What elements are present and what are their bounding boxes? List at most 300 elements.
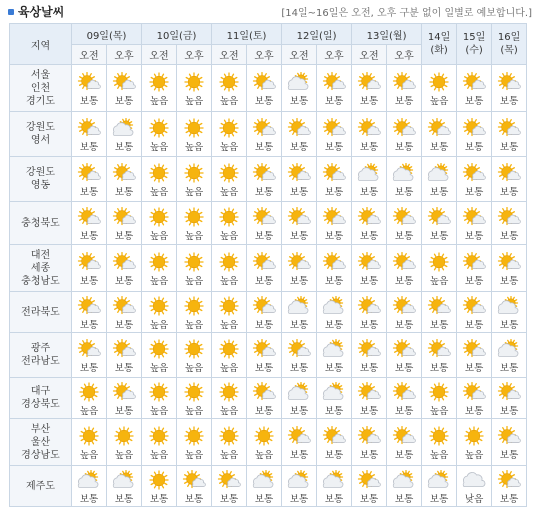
- forecast-cell: [422, 378, 457, 419]
- level-label: 보통: [324, 406, 344, 417]
- partly-cloudy-icon: [251, 118, 277, 138]
- mostly-cloudy-icon: [496, 339, 522, 359]
- level-label: 높음: [219, 187, 239, 198]
- forecast-cell: [457, 202, 492, 245]
- mostly-cloudy-icon: [111, 470, 137, 490]
- level-label: 보통: [114, 363, 134, 374]
- forecast-cell: [317, 112, 352, 157]
- partly-cloudy-icon: [321, 118, 347, 138]
- sunny-icon: [181, 72, 207, 92]
- forecast-cell: [282, 157, 317, 202]
- forecast-cell: [317, 378, 352, 419]
- forecast-cell: [317, 292, 352, 333]
- mostly-cloudy-icon: [391, 470, 417, 490]
- sunny-icon: [181, 382, 207, 402]
- level-label: 보통: [499, 494, 519, 505]
- forecast-cell: [352, 65, 387, 112]
- forecast-cell: [422, 245, 457, 292]
- sunny-icon: [426, 252, 452, 272]
- page-title-text: 육상날씨: [18, 5, 65, 19]
- forecast-cell: [107, 419, 142, 466]
- level-label: 보통: [464, 96, 484, 107]
- mostly-cloudy-icon: [391, 163, 417, 183]
- partly-cloudy-icon: [496, 426, 522, 446]
- forecast-cell: [142, 466, 177, 507]
- forecast-cell: [317, 419, 352, 466]
- partly-cloudy-icon: [461, 207, 487, 227]
- mostly-cloudy-icon: [76, 470, 102, 490]
- level-label: 높음: [219, 142, 239, 153]
- sunny-icon: [181, 118, 207, 138]
- level-label: 보통: [289, 187, 309, 198]
- partly-cloudy-icon: [251, 339, 277, 359]
- partly-cloudy-icon: [496, 252, 522, 272]
- partly-cloudy-icon: [426, 339, 452, 359]
- level-label: 보통: [254, 406, 274, 417]
- am-header: 오전: [212, 45, 247, 65]
- forecast-cell: [177, 378, 212, 419]
- level-label: 보통: [79, 276, 99, 287]
- sunny-icon: [216, 339, 242, 359]
- forecast-cell: [212, 333, 247, 378]
- pm-header: 오후: [247, 45, 282, 65]
- level-label: 보통: [114, 142, 134, 153]
- level-label: 보통: [254, 142, 274, 153]
- level-label: 보통: [464, 187, 484, 198]
- level-label: 보통: [289, 494, 309, 505]
- level-label: 보통: [254, 276, 274, 287]
- mostly-cloudy-icon: [356, 163, 382, 183]
- level-label: 보통: [359, 96, 379, 107]
- forecast-cell: [72, 292, 107, 333]
- pm-header: 오후: [177, 45, 212, 65]
- forecast-cell: [457, 157, 492, 202]
- forecast-cell: [422, 202, 457, 245]
- forecast-cell: [212, 419, 247, 466]
- level-label: 보통: [79, 142, 99, 153]
- forecast-cell: [107, 245, 142, 292]
- sunny-icon: [146, 296, 172, 316]
- level-label: 보통: [394, 276, 414, 287]
- level-label: 보통: [254, 363, 274, 374]
- forecast-cell: [352, 333, 387, 378]
- sunny-icon: [426, 382, 452, 402]
- partly-cloudy-icon: [286, 207, 312, 227]
- forecast-cell: [72, 419, 107, 466]
- sunny-icon: [216, 72, 242, 92]
- table-row: [10, 65, 527, 112]
- mostly-cloudy-icon: [286, 296, 312, 316]
- sunny-icon: [146, 72, 172, 92]
- forecast-cell: [422, 65, 457, 112]
- table-row: [10, 292, 527, 333]
- forecast-cell: [107, 378, 142, 419]
- forecast-cell: [212, 378, 247, 419]
- partly-cloudy-icon: [461, 163, 487, 183]
- level-label: 보통: [324, 142, 344, 153]
- partly-cloudy-icon: [321, 207, 347, 227]
- forecast-cell: [352, 466, 387, 507]
- forecast-cell: [492, 65, 527, 112]
- level-label: 높음: [184, 187, 204, 198]
- forecast-cell: [72, 202, 107, 245]
- level-label: 보통: [289, 320, 309, 331]
- forecast-cell: [457, 419, 492, 466]
- day-header: 15일 (수): [457, 24, 492, 65]
- partly-cloudy-icon: [356, 339, 382, 359]
- partly-cloudy-icon: [111, 252, 137, 272]
- sunny-icon: [146, 382, 172, 402]
- sunny-icon: [146, 470, 172, 490]
- day-header: 10일(금): [142, 24, 212, 45]
- forecast-cell: [457, 245, 492, 292]
- partly-cloudy-icon: [356, 207, 382, 227]
- level-label: 보통: [429, 142, 449, 153]
- mostly-cloudy-icon: [111, 118, 137, 138]
- forecast-cell: [177, 466, 212, 507]
- table-row: [10, 333, 527, 378]
- partly-cloudy-icon: [426, 296, 452, 316]
- region-column-header: 지역: [10, 24, 72, 65]
- partly-cloudy-icon: [111, 382, 137, 402]
- partly-cloudy-icon: [111, 339, 137, 359]
- table-row: [10, 157, 527, 202]
- level-label: 보통: [394, 96, 414, 107]
- forecast-cell: [317, 333, 352, 378]
- partly-cloudy-icon: [321, 426, 347, 446]
- partly-cloudy-icon: [251, 163, 277, 183]
- forecast-cell: [387, 157, 422, 202]
- forecast-cell: [387, 292, 422, 333]
- am-header: 오전: [352, 45, 387, 65]
- partly-cloudy-icon: [76, 296, 102, 316]
- level-label: 보통: [359, 494, 379, 505]
- level-label: 보통: [184, 494, 204, 505]
- level-label: 보통: [219, 494, 239, 505]
- mostly-cloudy-icon: [321, 470, 347, 490]
- mostly-cloudy-icon: [496, 296, 522, 316]
- partly-cloudy-icon: [461, 72, 487, 92]
- partly-cloudy-icon: [286, 426, 312, 446]
- bullet-icon: [8, 9, 14, 15]
- sunny-icon: [146, 163, 172, 183]
- sunny-icon: [146, 207, 172, 227]
- partly-cloudy-icon: [496, 72, 522, 92]
- forecast-cell: [212, 292, 247, 333]
- level-label: 높음: [429, 406, 449, 417]
- region-name: 전라북도: [10, 292, 72, 333]
- partly-cloudy-icon: [356, 470, 382, 490]
- partly-cloudy-icon: [286, 163, 312, 183]
- sunny-icon: [146, 339, 172, 359]
- level-label: 보통: [324, 494, 344, 505]
- forecast-cell: [352, 292, 387, 333]
- partly-cloudy-icon: [216, 470, 242, 490]
- level-label: 높음: [464, 450, 484, 461]
- level-label: 보통: [324, 187, 344, 198]
- forecast-cell: [422, 112, 457, 157]
- forecast-cell: [177, 202, 212, 245]
- forecast-cell: [107, 65, 142, 112]
- mostly-cloudy-icon: [286, 72, 312, 92]
- level-label: 보통: [254, 494, 274, 505]
- forecast-cell: [142, 378, 177, 419]
- sunny-icon: [426, 426, 452, 446]
- level-label: 보통: [359, 320, 379, 331]
- mostly-cloudy-icon: [321, 296, 347, 316]
- forecast-cell: [492, 419, 527, 466]
- level-label: 보통: [394, 494, 414, 505]
- level-label: 보통: [254, 187, 274, 198]
- forecast-cell: [142, 292, 177, 333]
- level-label: 보통: [149, 494, 169, 505]
- partly-cloudy-icon: [356, 118, 382, 138]
- partly-cloudy-icon: [461, 252, 487, 272]
- partly-cloudy-icon: [321, 72, 347, 92]
- mostly-cloudy-icon: [286, 470, 312, 490]
- forecast-cell: [352, 419, 387, 466]
- mostly-cloudy-icon: [426, 163, 452, 183]
- partly-cloudy-icon: [356, 382, 382, 402]
- level-label: 보통: [324, 363, 344, 374]
- level-label: 보통: [429, 363, 449, 374]
- forecast-cell: [177, 112, 212, 157]
- level-label: 높음: [184, 142, 204, 153]
- level-label: 보통: [254, 231, 274, 242]
- level-label: 보통: [324, 320, 344, 331]
- forecast-cell: [247, 112, 282, 157]
- level-label: 높음: [79, 406, 99, 417]
- forecast-cell: [177, 157, 212, 202]
- forecast-cell: [492, 292, 527, 333]
- region-name: 충청북도: [10, 202, 72, 245]
- partly-cloudy-icon: [461, 296, 487, 316]
- table-row: [10, 202, 527, 245]
- sunny-icon: [181, 339, 207, 359]
- level-label: 보통: [499, 320, 519, 331]
- forecast-note: [14일~16일은 오전, 오후 구분 없이 일별로 예보합니다.]: [281, 8, 532, 19]
- sunny-icon: [216, 252, 242, 272]
- table-row: [10, 466, 527, 507]
- partly-cloudy-icon: [251, 72, 277, 92]
- region-name: 광주 전라남도: [10, 333, 72, 378]
- forecast-cell: [177, 333, 212, 378]
- forecast-cell: [492, 466, 527, 507]
- forecast-cell: [142, 202, 177, 245]
- forecast-cell: [142, 245, 177, 292]
- region-name: 대전 세종 충청남도: [10, 245, 72, 292]
- forecast-cell: [457, 378, 492, 419]
- forecast-cell: [142, 157, 177, 202]
- level-label: 높음: [219, 406, 239, 417]
- forecast-cell: [72, 466, 107, 507]
- level-label: 높음: [184, 320, 204, 331]
- level-label: 보통: [499, 450, 519, 461]
- level-label: 낮음: [464, 494, 484, 505]
- level-label: 보통: [79, 187, 99, 198]
- forecast-cell: [492, 112, 527, 157]
- partly-cloudy-icon: [251, 296, 277, 316]
- forecast-cell: [352, 157, 387, 202]
- forecast-cell: [247, 65, 282, 112]
- level-label: 보통: [429, 494, 449, 505]
- sunny-icon: [146, 118, 172, 138]
- partly-cloudy-icon: [496, 163, 522, 183]
- level-label: 보통: [114, 187, 134, 198]
- partly-cloudy-icon: [391, 426, 417, 446]
- level-label: 높음: [184, 450, 204, 461]
- sunny-icon: [181, 207, 207, 227]
- forecast-cell: [247, 245, 282, 292]
- level-label: 높음: [149, 231, 169, 242]
- header-bar: [0, 0, 540, 22]
- partly-cloudy-icon: [426, 118, 452, 138]
- forecast-cell: [72, 245, 107, 292]
- forecast-cell: [352, 112, 387, 157]
- pm-header: 오후: [387, 45, 422, 65]
- level-label: 보통: [394, 231, 414, 242]
- level-label: 높음: [219, 363, 239, 374]
- am-header: 오전: [282, 45, 317, 65]
- level-label: 보통: [464, 320, 484, 331]
- forecast-cell: [282, 378, 317, 419]
- forecast-cell: [72, 157, 107, 202]
- forecast-cell: [282, 466, 317, 507]
- day-header: 12일(일): [282, 24, 352, 45]
- level-label: 보통: [289, 406, 309, 417]
- level-label: 높음: [149, 142, 169, 153]
- level-label: 보통: [429, 320, 449, 331]
- forecast-cell: [282, 202, 317, 245]
- forecast-cell: [457, 466, 492, 507]
- forecast-cell: [107, 333, 142, 378]
- partly-cloudy-icon: [76, 252, 102, 272]
- level-label: 보통: [324, 96, 344, 107]
- sunny-icon: [181, 426, 207, 446]
- forecast-cell: [317, 245, 352, 292]
- level-label: 높음: [184, 363, 204, 374]
- forecast-cell: [317, 157, 352, 202]
- level-label: 보통: [499, 363, 519, 374]
- forecast-cell: [247, 466, 282, 507]
- level-label: 보통: [254, 96, 274, 107]
- forecast-cell: [282, 112, 317, 157]
- level-label: 높음: [149, 276, 169, 287]
- forecast-cell: [457, 292, 492, 333]
- partly-cloudy-icon: [496, 118, 522, 138]
- partly-cloudy-icon: [391, 118, 417, 138]
- sunny-icon: [181, 252, 207, 272]
- forecast-cell: [387, 333, 422, 378]
- forecast-cell: [247, 202, 282, 245]
- forecast-cell: [317, 466, 352, 507]
- partly-cloudy-icon: [356, 252, 382, 272]
- forecast-cell: [107, 157, 142, 202]
- level-label: 보통: [499, 187, 519, 198]
- forecast-cell: [282, 65, 317, 112]
- table-row: [10, 419, 527, 466]
- level-label: 보통: [324, 231, 344, 242]
- region-name: 부산 울산 경상남도: [10, 419, 72, 466]
- partly-cloudy-icon: [251, 207, 277, 227]
- level-label: 높음: [219, 96, 239, 107]
- level-label: 보통: [289, 231, 309, 242]
- level-label: 높음: [79, 450, 99, 461]
- level-label: 높음: [429, 450, 449, 461]
- region-name: 대구 경상북도: [10, 378, 72, 419]
- day-header: 09일(목): [72, 24, 142, 45]
- partly-cloudy-icon: [461, 339, 487, 359]
- forecast-cell: [72, 378, 107, 419]
- partly-cloudy-icon: [426, 207, 452, 227]
- sunny-icon: [251, 426, 277, 446]
- level-label: 높음: [184, 276, 204, 287]
- sunny-icon: [216, 207, 242, 227]
- forecast-cell: [142, 112, 177, 157]
- level-label: 보통: [499, 276, 519, 287]
- partly-cloudy-icon: [391, 72, 417, 92]
- forecast-cell: [282, 333, 317, 378]
- level-label: 보통: [114, 494, 134, 505]
- region-name: 서울 인천 경기도: [10, 65, 72, 112]
- level-label: 보통: [499, 96, 519, 107]
- level-label: 보통: [114, 320, 134, 331]
- mostly-cloudy-icon: [321, 382, 347, 402]
- forecast-cell: [317, 202, 352, 245]
- level-label: 높음: [219, 276, 239, 287]
- level-label: 보통: [359, 231, 379, 242]
- level-label: 보통: [114, 406, 134, 417]
- table-row: [10, 112, 527, 157]
- level-label: 보통: [79, 320, 99, 331]
- sunny-icon: [181, 163, 207, 183]
- level-label: 보통: [394, 142, 414, 153]
- day-header: 16일 (목): [492, 24, 527, 65]
- forecast-cell: [492, 378, 527, 419]
- partly-cloudy-icon: [496, 207, 522, 227]
- level-label: 보통: [79, 363, 99, 374]
- level-label: 높음: [429, 276, 449, 287]
- forecast-cell: [247, 419, 282, 466]
- mostly-cloudy-icon: [286, 382, 312, 402]
- partly-cloudy-icon: [496, 470, 522, 490]
- forecast-cell: [212, 202, 247, 245]
- forecast-cell: [387, 65, 422, 112]
- forecast-cell: [282, 419, 317, 466]
- sunny-icon: [216, 426, 242, 446]
- forecast-cell: [457, 112, 492, 157]
- page-title: [8, 3, 64, 20]
- forecast-cell: [422, 466, 457, 507]
- partly-cloudy-icon: [356, 72, 382, 92]
- level-label: 높음: [184, 231, 204, 242]
- mostly-cloudy-icon: [251, 470, 277, 490]
- level-label: 높음: [149, 187, 169, 198]
- level-label: 보통: [464, 406, 484, 417]
- forecast-cell: [72, 333, 107, 378]
- sunny-icon: [76, 426, 102, 446]
- level-label: 높음: [149, 96, 169, 107]
- partly-cloudy-icon: [76, 339, 102, 359]
- forecast-cell: [177, 245, 212, 292]
- forecast-cell: [457, 65, 492, 112]
- partly-cloudy-icon: [181, 470, 207, 490]
- forecast-cell: [107, 202, 142, 245]
- partly-cloudy-icon: [76, 163, 102, 183]
- partly-cloudy-icon: [286, 118, 312, 138]
- level-label: 보통: [394, 320, 414, 331]
- forecast-cell: [422, 419, 457, 466]
